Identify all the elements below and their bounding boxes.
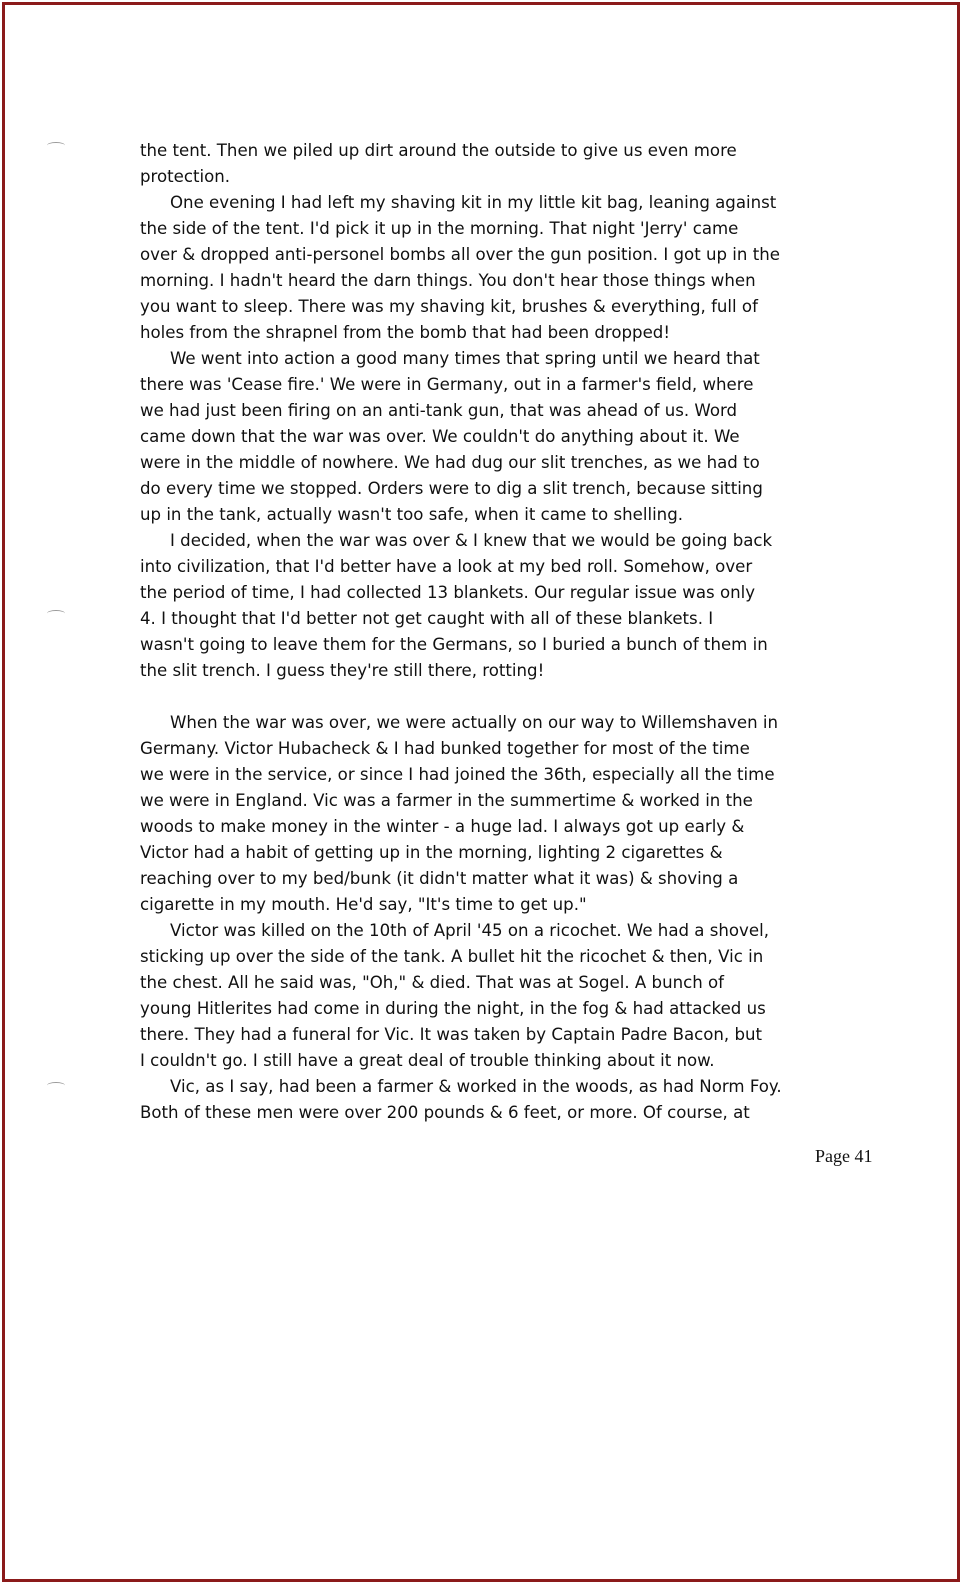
text-line: the chest. All he said was, "Oh," & died. That was at Sogel. A bunch of [140,973,725,992]
text-line: reaching over to my bed/bunk (it didn't matter what it was) & shoving a [140,869,739,888]
text-line: Vic, as I say, had been a farmer & worked in the woods, as had Norm Foy. [170,1077,782,1096]
text-line: I decided, when the war was over & I knew that we would be going back [170,531,773,550]
text-line: young Hitlerites had come in during the night, in the fog & had attacked us [140,999,766,1018]
text-line: We went into action a good many times that spring until we heard that [170,349,760,368]
text-line: we were in England. Vic was a farmer in the summertime & worked in the [140,791,753,810]
text-line: into civilization, that I'd better have a look at my bed roll. Somehow, over [140,557,753,576]
text-line: One evening I had left my shaving kit in my little kit bag, leaning against [170,193,777,212]
text-line: there was 'Cease fire.' We were in Germany, out in a farmer's field, where [140,375,754,394]
text-line: holes from the shrapnel from the bomb that had been dropped! [140,323,670,342]
text-line: do every time we stopped. Orders were to dig a slit trench, because sitting [140,479,763,498]
text-line: the slit trench. I guess they're still there, rotting! [140,661,545,680]
text-line: Victor had a habit of getting up in the morning, lighting 2 cigarettes & [140,843,723,862]
text-line: cigarette in my mouth. He'd say, "It's time to get up." [140,895,587,914]
text-line: over & dropped anti-personel bombs all over the gun position. I got up in the [140,245,780,264]
blank-line [140,684,820,710]
text-line: we were in the service, or since I had joined the 36th, especially all the time [140,765,775,784]
text-line: were in the middle of nowhere. We had dug our slit trenches, as we had to [140,453,760,472]
text-line: the period of time, I had collected 13 blankets. Our regular issue was only [140,583,756,602]
text-line: woods to make money in the winter - a huge lad. I always got up early & [140,817,745,836]
text-line: there. They had a funeral for Vic. It was taken by Captain Padre Bacon, but [140,1025,763,1044]
text-line: protection. [140,167,231,186]
text-line: we had just been firing on an anti-tank gun, that was ahead of us. Word [140,401,738,420]
text-line: you want to sleep. There was my shaving kit, brushes & everything, full of [140,297,758,316]
text-line: sticking up over the side of the tank. A bullet hit the ricochet & then, Vic in [140,947,764,966]
page-number: Page 41 [815,1146,873,1166]
text-line: I couldn't go. I still have a great deal of trouble thinking about it now. [140,1051,715,1070]
text-line: up in the tank, actually wasn't too safe, when it came to shelling. [140,505,684,524]
text-line: Victor was killed on the 10th of April '45 on a ricochet. We had a shovel, [170,921,769,940]
text-line: When the war was over, we were actually on our way to Willemshaven in [170,713,779,732]
text-line: 4. I thought that I'd better not get caught with all of these blankets. I [140,609,714,628]
margin-mark [47,610,65,617]
text-line: morning. I hadn't heard the darn things. You don't hear those things when [140,271,756,290]
text-line: wasn't going to leave them for the Germans, so I buried a bunch of them in [140,635,768,654]
body-text [140,138,820,1126]
text-line: the side of the tent. I'd pick it up in the morning. That night 'Jerry' came [140,219,739,238]
text-line: the tent. Then we piled up dirt around the outside to give us even more [140,141,737,160]
text-line: Both of these men were over 200 pounds & 6 feet, or more. Of course, at [140,1103,750,1122]
margin-mark [47,142,65,149]
text-line: Germany. Victor Hubacheck & I had bunked together for most of the time [140,739,750,758]
margin-mark [47,1082,65,1089]
text-line: came down that the war was over. We couldn't do anything about it. We [140,427,740,446]
